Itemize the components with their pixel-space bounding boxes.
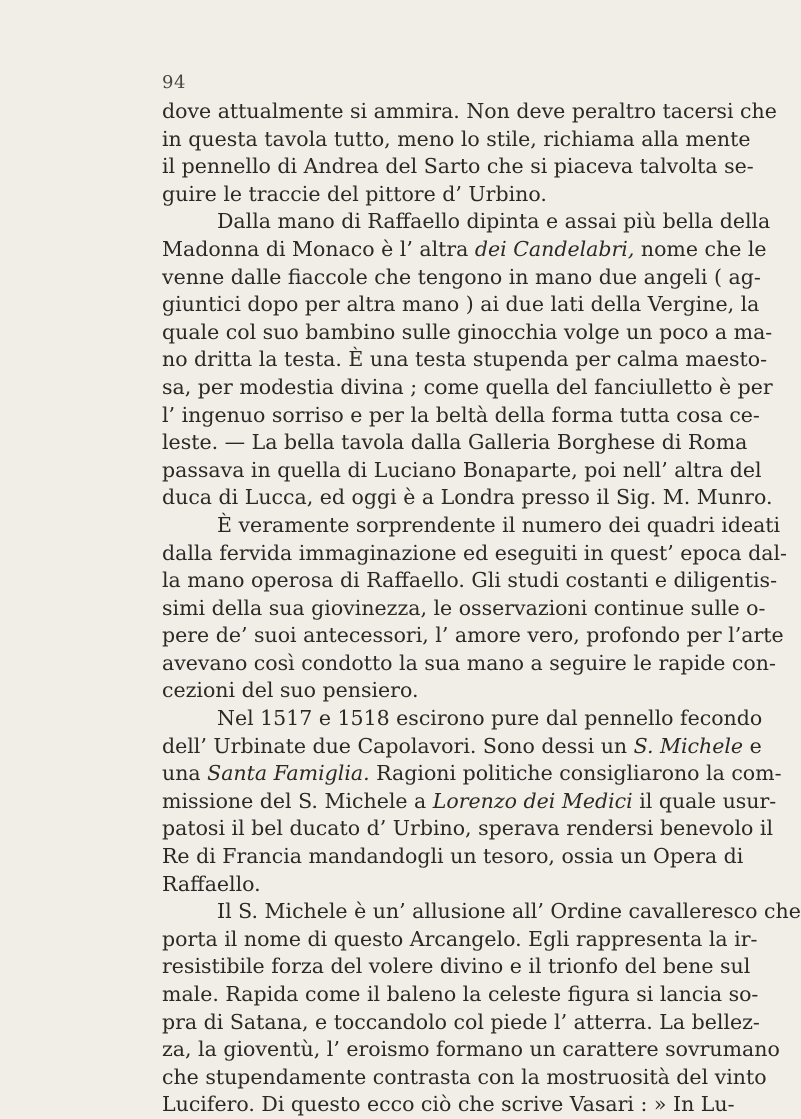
text-line	[162, 595, 766, 623]
text-line	[162, 953, 751, 981]
line-text: male. Rapida come il baleno la celeste figura si lancia so-	[162, 982, 759, 1006]
text-line	[162, 788, 777, 816]
text-line	[162, 319, 773, 347]
paragraph	[162, 705, 782, 898]
line-text: patosi il bel ducato d’ Urbino, sperava rendersi benevolo il	[162, 816, 774, 841]
line-text: missione del S. Michele a	[162, 788, 433, 813]
text-line	[162, 622, 784, 650]
line-text: Lucifero. Di questo ecco ciò che scrive Vasari : » In Lu-	[162, 1092, 735, 1117]
line-text: resistibile forza del volere divino e il trionfo del bene sul	[162, 954, 751, 979]
line-text: no dritta la testa. È una testa stupenda per calma maesto-	[162, 347, 768, 372]
text-line	[162, 981, 759, 1009]
line-text: za, la gioventù, l’ eroismo formano un carattere sovrumano	[162, 1037, 780, 1062]
line-text: dell’ Urbinate due Capolavori. Sono dessi un	[162, 733, 634, 758]
text-line	[162, 926, 758, 954]
text-line	[162, 181, 700, 209]
italic-text: dei Candelabri,	[474, 236, 635, 261]
line-text: duca di Lucca, ed oggi è a Londra presso il Sig. M. Munro.	[162, 485, 773, 510]
line-text: nome che le	[634, 236, 767, 261]
line-text: È veramente sorprendente il numero dei quadri ideati	[217, 512, 781, 537]
text-line	[162, 1091, 735, 1119]
line-text: quale col suo bambino sulle ginocchia volge un poco a ma-	[162, 319, 773, 344]
line-text: avevano così condotto la sua mano a seguire le rapide con-	[162, 650, 776, 675]
text-line	[162, 540, 787, 568]
line-text: dalla fervida immaginazione ed eseguiti in quest’ epoca dal-	[162, 540, 787, 565]
text-line	[162, 457, 762, 485]
line-text: Dalla mano di Raffaello dipinta e assai più bella della	[217, 209, 771, 234]
line-text: sa, per modestia divina ; come quella del fanciulletto è per	[162, 374, 773, 399]
line-text: passava in quella di Luciano Bonaparte, poi nell’ altra del	[162, 457, 762, 482]
text-line	[162, 567, 777, 595]
text-line	[162, 126, 751, 154]
line-text: porta il nome di questo Arcangelo. Egli rappresenta la ir-	[162, 926, 758, 951]
text-line	[162, 1009, 760, 1037]
text-line	[162, 871, 700, 899]
line-text: il quale usur-	[632, 788, 777, 813]
text-line	[162, 374, 773, 402]
text-line	[162, 98, 777, 126]
text-line	[162, 291, 760, 319]
line-text: cezioni del suo pensiero.	[162, 678, 419, 703]
text-line	[162, 677, 700, 705]
line-text: pere de’ suoi antecessori, l’ amore vero, profondo per l’arte	[162, 623, 784, 648]
line-text: Raffaello.	[162, 871, 261, 896]
line-text: il pennello di Andrea del Sarto che si piaceva talvolta se-	[162, 154, 754, 179]
line-text: giuntici dopo per altra mano ) ai due lati della Vergine, la	[162, 292, 760, 317]
line-text: in questa tavola tutto, meno lo stile, richiama alla mente	[162, 126, 751, 151]
body-text	[162, 98, 801, 1119]
line-text: leste. — La bella tavola dalla Galleria Borghese di Roma	[162, 430, 748, 455]
line-text: l’ ingenuo sorriso e per la beltà della forma tutta cosa ce-	[162, 402, 760, 427]
text-line	[162, 760, 782, 788]
text-line	[162, 733, 762, 761]
text-line	[162, 843, 744, 871]
text-line	[162, 512, 781, 540]
line-text: simi della sua giovinezza, le osservazioni continue sulle o-	[162, 595, 766, 620]
text-line	[162, 815, 774, 843]
paragraph	[162, 512, 787, 705]
italic-text: Santa Famiglia.	[207, 761, 370, 786]
text-line	[162, 264, 761, 292]
text-line	[162, 650, 776, 678]
line-text: dove attualmente si ammira. Non deve peraltro tacersi che	[162, 99, 777, 123]
line-text: e	[743, 733, 762, 758]
line-text: guire le traccie del pittore d’ Urbino.	[162, 181, 547, 206]
text-line	[162, 1064, 767, 1092]
line-text: Nel 1517 e 1518 escirono pure dal pennello fecondo	[217, 706, 763, 731]
paragraph	[162, 208, 773, 512]
line-text: Il S. Michele è un’ allusione all’ Ordine cavalleresco che	[217, 899, 801, 924]
text-line	[162, 705, 763, 733]
paragraph	[162, 898, 801, 1119]
text-line	[162, 346, 768, 374]
line-text: Ragioni politiche consigliarono la com-	[369, 761, 782, 786]
paragraph	[162, 98, 777, 208]
text-line	[162, 484, 773, 512]
line-text: Re di Francia mandandogli un tesoro, ossia un Opera di	[162, 844, 744, 869]
page-number: 94	[162, 72, 186, 93]
italic-text: S. Michele	[633, 733, 744, 758]
text-line	[162, 208, 771, 236]
line-text: Madonna di Monaco è l’ altra	[162, 236, 475, 261]
text-line	[162, 429, 748, 457]
line-text: venne dalle fiaccole che tengono in mano due angeli ( ag-	[162, 264, 761, 289]
line-text: che stupendamente contrasta con la mostruosità del vinto	[162, 1064, 767, 1089]
italic-text: Lorenzo dei Medici	[432, 788, 633, 813]
text-line	[162, 402, 760, 430]
text-line	[162, 236, 767, 264]
line-text: una	[162, 761, 208, 786]
line-text: la mano operosa di Raffaello. Gli studi costanti e diligentis-	[162, 568, 777, 593]
text-line	[162, 898, 801, 926]
text-line	[162, 1036, 780, 1064]
line-text: pra di Satana, e toccandolo col piede l’ atterra. La bellez-	[162, 1009, 760, 1034]
text-line	[162, 153, 754, 181]
